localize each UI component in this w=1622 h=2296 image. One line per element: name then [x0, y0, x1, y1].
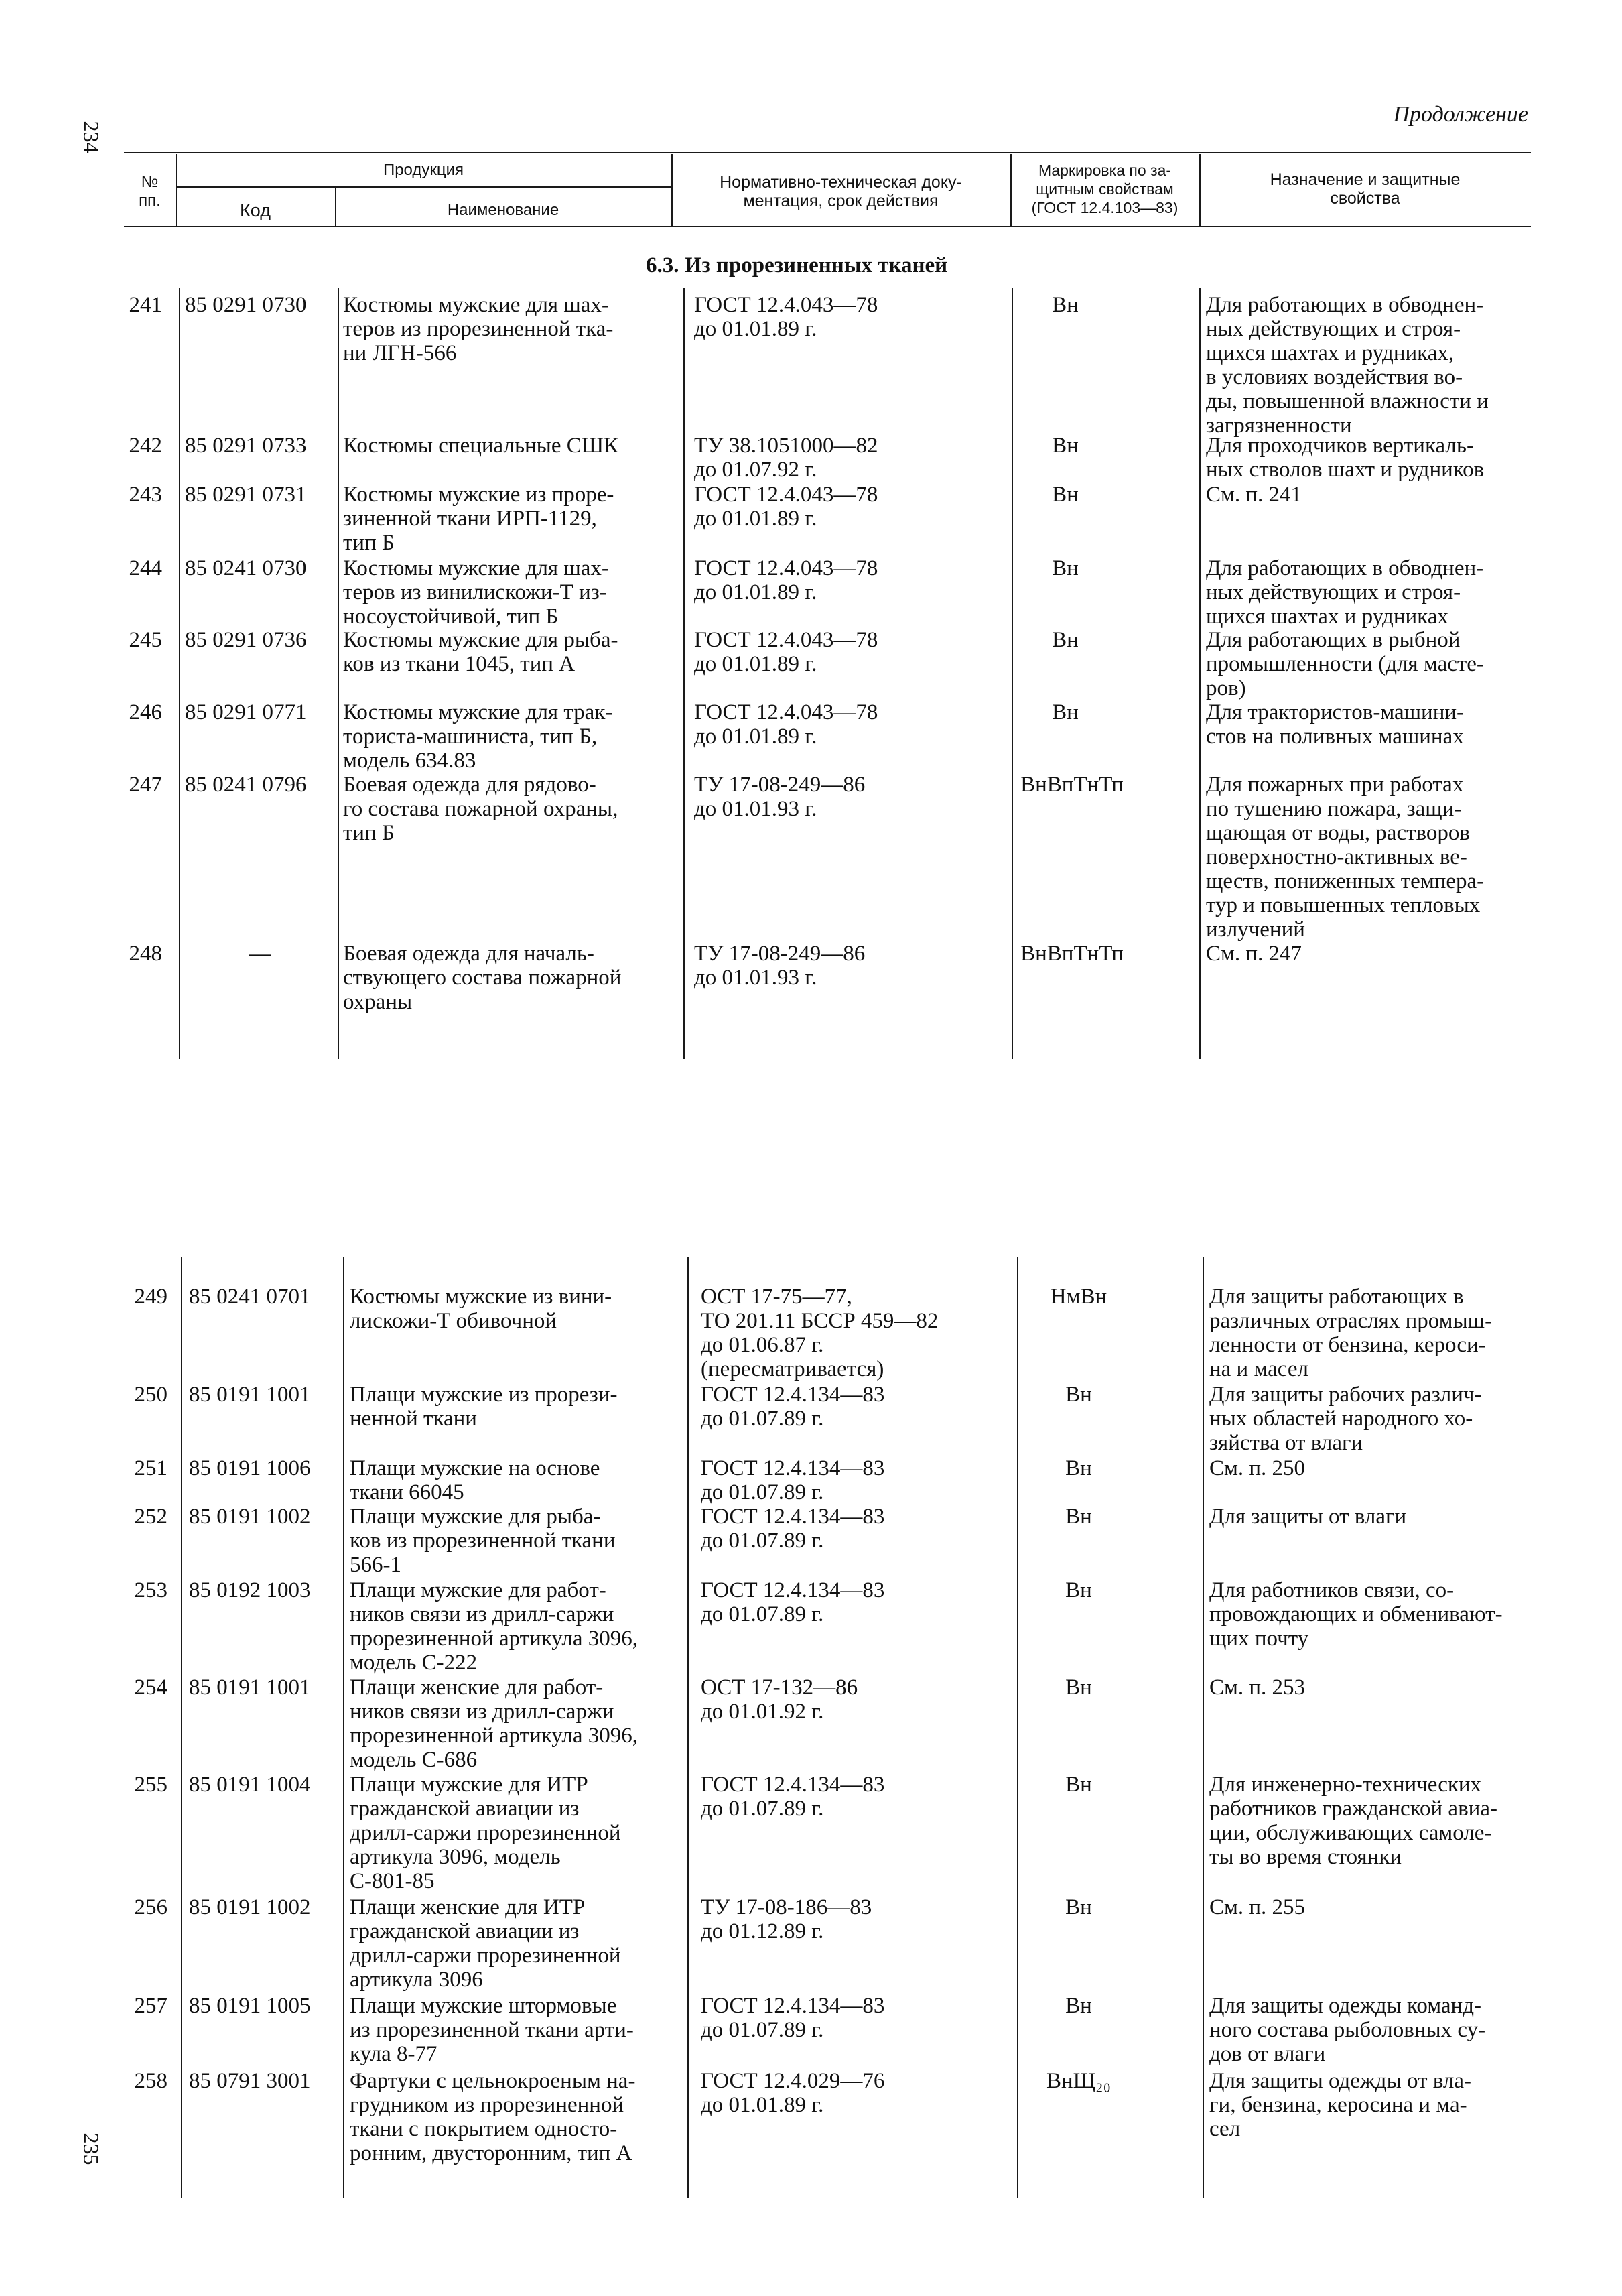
- row-name: Плащи мужские для работ- ников связи из дрилл-саржи прорезиненной артикула 3096, модель С-222: [350, 1578, 638, 1675]
- row-num: 246: [129, 700, 162, 724]
- row-doc: ОСТ 17-132—86 до 01.01.92 г.: [701, 1675, 858, 1724]
- row-code: 85 0241 0701: [189, 1285, 311, 1309]
- row-purpose: См. п. 253: [1209, 1675, 1306, 1700]
- row-mark: Вн: [1065, 1675, 1092, 1700]
- row-num: 244: [129, 556, 162, 580]
- row-name: Костюмы мужские для рыба- ков из ткани 1045, тип А: [343, 628, 618, 676]
- row-num: 247: [129, 773, 162, 797]
- row-doc: ТУ 17-08-249—86 до 01.01.93 г.: [694, 942, 866, 990]
- row-name: Плащи мужские для ИТР гражданской авиации из дрилл-саржи прорезиненной артикула 3096, модель С-801-85: [350, 1773, 621, 1893]
- row-doc: ОСТ 17-75—77, ТО 201.11 БССР 459—82 до 01.06.87 г. (пересматривается): [701, 1285, 939, 1381]
- header-name: Наименование: [447, 201, 559, 219]
- row-num: 243: [129, 483, 162, 507]
- section-title: 6.3. Из прорезиненных тканей: [646, 253, 948, 277]
- row-mark: Вн: [1052, 628, 1079, 652]
- row-name: Плащи женские для ИТР гражданской авиации из дрилл-саржи прорезиненной артикула 3096: [350, 1895, 621, 1992]
- row-code: 85 0192 1003: [189, 1578, 311, 1602]
- row-num: 241: [129, 293, 162, 317]
- row-num: 245: [129, 628, 162, 652]
- row-name: Костюмы мужские для шах- теров из прорезиненной тка- ни ЛГН-566: [343, 293, 614, 365]
- header-mark: Маркировка по за- щитным свойствам (ГОСТ 12.4.103—83): [1031, 162, 1178, 216]
- row-purpose: Для работающих в обводнен- ных действующих и строя- щихся шахтах и рудниках, в условиях воздействия во- ды, повышенной влажности и загрязненности: [1206, 293, 1489, 438]
- row-num: 252: [134, 1505, 167, 1529]
- row-doc: ГОСТ 12.4.134—83 до 01.07.89 г.: [701, 1578, 885, 1627]
- row-name: Костюмы мужские для трак- ториста-машиниста, тип Б, модель 634.83: [343, 700, 613, 773]
- row-name: Костюмы мужские для шах- теров из винилискожи-Т из- носоустойчивой, тип Б: [343, 556, 609, 629]
- header-code: Код: [240, 200, 271, 220]
- row-name: Костюмы мужские из вини- лискожи-Т обивочной: [350, 1285, 612, 1333]
- row-num: 258: [134, 2069, 167, 2093]
- row-num: 255: [134, 1773, 167, 1797]
- row-num: 254: [134, 1675, 167, 1700]
- header-product: Продукция: [383, 161, 464, 179]
- row-code: 85 0241 0796: [185, 773, 307, 797]
- row-num: 256: [134, 1895, 167, 1919]
- header-purpose: Назначение и защитные свойства: [1270, 170, 1461, 208]
- page-number-top: 234: [79, 121, 104, 153]
- row-doc: ТУ 17-08-186—83 до 01.12.89 г.: [701, 1895, 872, 1943]
- row-num: 251: [134, 1456, 167, 1480]
- row-purpose: См. п. 250: [1209, 1456, 1306, 1480]
- row-doc: ГОСТ 12.4.134—83 до 01.07.89 г.: [701, 1994, 885, 2042]
- row-doc: ГОСТ 12.4.134—83 до 01.07.89 г.: [701, 1383, 885, 1431]
- row-code: 85 0191 1006: [189, 1456, 311, 1480]
- row-code: 85 0191 1004: [189, 1773, 311, 1797]
- row-purpose: Для защиты одежды от вла- ги, бензина, керосина и ма- сел: [1209, 2069, 1471, 2141]
- row-mark: Вн: [1065, 1895, 1092, 1919]
- continuation-label: Продолжение: [1393, 102, 1528, 127]
- row-mark: Вн: [1052, 434, 1079, 458]
- row-code: 85 0291 0736: [185, 628, 307, 652]
- row-code: 85 0291 0730: [185, 293, 307, 317]
- row-code: 85 0791 3001: [189, 2069, 311, 2093]
- row-purpose: См. п. 247: [1206, 942, 1302, 966]
- row-purpose: См. п. 241: [1206, 483, 1302, 507]
- row-code: 85 0191 1002: [189, 1895, 311, 1919]
- row-doc: ГОСТ 12.4.134—83 до 01.07.89 г.: [701, 1456, 885, 1505]
- row-purpose: Для защиты работающих в различных отраслях промыш- ленности от бензина, кероси- на и масел: [1209, 1285, 1493, 1381]
- row-mark: ВнВпТнТп: [1020, 942, 1124, 966]
- row-purpose: Для защиты от влаги: [1209, 1505, 1407, 1529]
- row-mark: Вн: [1065, 1456, 1092, 1480]
- row-name: Плащи мужские из прорези- ненной ткани: [350, 1383, 618, 1431]
- row-num: 253: [134, 1578, 167, 1602]
- row-doc: ГОСТ 12.4.043—78 до 01.01.89 г.: [694, 628, 878, 676]
- row-mark: Вн: [1065, 1994, 1092, 2018]
- header-num: № пп.: [139, 173, 161, 210]
- row-purpose: Для проходчиков вертикаль- ных стволов шахт и рудников: [1206, 434, 1485, 482]
- row-num: 257: [134, 1994, 167, 2018]
- row-purpose: Для работников связи, со- провождающих и обменивают- щих почту: [1209, 1578, 1503, 1651]
- row-code: 85 0191 1001: [189, 1675, 311, 1700]
- row-purpose: Для пожарных при работах по тушению пожара, защи- щающая от воды, растворов поверхностно-активных ве- ществ, пониженных темпера- тур и повышенных тепловых излучений: [1206, 773, 1485, 942]
- row-doc: ГОСТ 12.4.134—83 до 01.07.89 г.: [701, 1505, 885, 1553]
- row-name: Костюмы мужские из проре- зиненной ткани ИРП-1129, тип Б: [343, 483, 614, 555]
- row-num: 242: [129, 434, 162, 458]
- row-name: Плащи мужские для рыба- ков из прорезиненной ткани 566-1: [350, 1505, 616, 1577]
- row-doc: ГОСТ 12.4.043—78 до 01.01.89 г.: [694, 483, 878, 531]
- row-purpose: Для трактористов-машини- стов на поливных машинах: [1206, 700, 1465, 749]
- row-name: Плащи женские для работ- ников связи из дрилл-саржи прорезиненной артикула 3096, модель С-686: [350, 1675, 638, 1772]
- row-mark: НмВн: [1050, 1285, 1107, 1309]
- page-number-bottom: 235: [79, 2132, 104, 2165]
- row-purpose: Для работающих в обводнен- ных действующих и строя- щихся шахтах и рудниках: [1206, 556, 1484, 629]
- row-code: 85 0191 1005: [189, 1994, 311, 2018]
- row-doc: ТУ 38.1051000—82 до 01.07.92 г.: [694, 434, 878, 482]
- row-name: Боевая одежда для началь- ствующего состава пожарной охраны: [343, 942, 622, 1014]
- row-purpose: Для инженерно-технических работников гражданской авиа- ции, обслуживающих самоле- ты во время стоянки: [1209, 1773, 1497, 1869]
- row-num: 250: [134, 1383, 167, 1407]
- row-name: Костюмы специальные СШК: [343, 434, 619, 458]
- row-num: 248: [129, 942, 162, 966]
- row-code: 85 0291 0733: [185, 434, 307, 458]
- row-purpose: Для защиты одежды команд- ного состава рыболовных су- дов от влаги: [1209, 1994, 1486, 2066]
- row-mark: ВнВпТнТп: [1020, 773, 1124, 797]
- row-doc: ГОСТ 12.4.043—78 до 01.01.89 г.: [694, 293, 878, 341]
- row-doc: ТУ 17-08-249—86 до 01.01.93 г.: [694, 773, 866, 821]
- row-mark: Вн: [1065, 1578, 1092, 1602]
- row-code: 85 0241 0730: [185, 556, 307, 580]
- row-mark: Вн: [1065, 1773, 1092, 1797]
- row-mark: Вн: [1052, 700, 1079, 724]
- row-code: 85 0291 0731: [185, 483, 307, 507]
- row-name: Плащи мужские на основе ткани 66045: [350, 1456, 600, 1505]
- row-name: Боевая одежда для рядово- го состава пожарной охраны, тип Б: [343, 773, 618, 845]
- row-code: 85 0291 0771: [185, 700, 307, 724]
- row-doc: ГОСТ 12.4.043—78 до 01.01.89 г.: [694, 700, 878, 749]
- row-name: Фартуки с цельнокроеным на- грудником из прорезиненной ткани с покрытием односто- ронним, двусторонним, тип А: [350, 2069, 636, 2165]
- row-num: 249: [134, 1285, 167, 1309]
- row-doc: ГОСТ 12.4.029—76 до 01.01.89 г.: [701, 2069, 885, 2117]
- row-purpose: См. п. 255: [1209, 1895, 1306, 1919]
- row-mark: Вн: [1052, 556, 1079, 580]
- row-mark: ВнЩ₂₀: [1046, 2069, 1111, 2093]
- row-code: 85 0191 1002: [189, 1505, 311, 1529]
- row-mark: Вн: [1052, 293, 1079, 317]
- header-doc: Нормативно-техническая доку- ментация, срок действия: [720, 173, 962, 210]
- row-mark: Вн: [1065, 1505, 1092, 1529]
- row-mark: Вн: [1065, 1383, 1092, 1407]
- row-doc: ГОСТ 12.4.134—83 до 01.07.89 г.: [701, 1773, 885, 1821]
- row-purpose: Для работающих в рыбной промышленности (для масте- ров): [1206, 628, 1484, 700]
- row-mark: Вн: [1052, 483, 1079, 507]
- row-code: 85 0191 1001: [189, 1383, 311, 1407]
- row-name: Плащи мужские штормовые из прорезиненной ткани арти- кула 8-77: [350, 1994, 634, 2066]
- row-doc: ГОСТ 12.4.043—78 до 01.01.89 г.: [694, 556, 878, 604]
- row-purpose: Для защиты рабочих различ- ных областей народного хо- зяйства от влаги: [1209, 1383, 1482, 1455]
- row-code: —: [249, 942, 271, 966]
